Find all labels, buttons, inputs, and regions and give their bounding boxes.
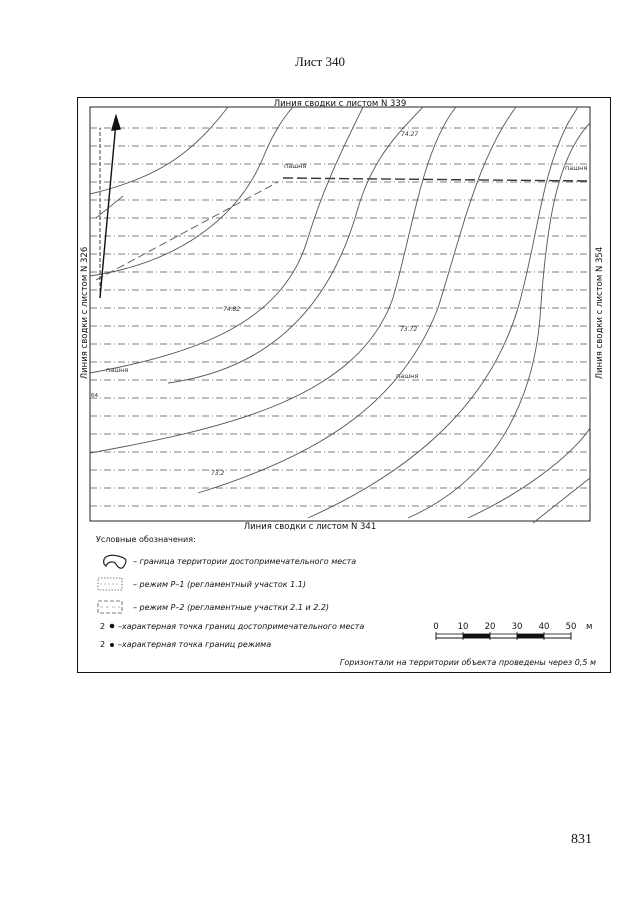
point-dot-icon xyxy=(110,643,114,647)
land-label: пашня xyxy=(284,162,307,170)
scale-tick-label: 30 xyxy=(511,622,523,632)
map-svg xyxy=(78,98,609,671)
scale-tick-label: 40 xyxy=(538,622,550,632)
elevation-label: 74.27 xyxy=(401,131,419,138)
legend-title: Условные обозначения: xyxy=(96,535,196,544)
elevation-label: 73.72 xyxy=(400,326,418,333)
scale-bar xyxy=(433,622,592,640)
legend-point-number: 2 xyxy=(100,640,106,649)
map-frame xyxy=(77,97,611,673)
elevation-label: 74.82 xyxy=(223,306,241,313)
edge-label-left: Линия сводки с листом N 326 xyxy=(80,246,90,380)
boundary-line-diagonal xyxy=(96,182,278,280)
scale-tick-label: 0 xyxy=(433,622,439,632)
point-dot-icon xyxy=(110,624,115,629)
map-area-border xyxy=(90,107,590,521)
legend-point-number: 2 xyxy=(100,622,106,631)
legend-item-text: – граница территории достопримечательного места xyxy=(133,557,357,566)
page-number: 831 xyxy=(571,832,592,847)
edge-label-top: Линия сводки с листом N 339 xyxy=(273,99,407,109)
land-label: пашня xyxy=(396,372,419,380)
contour-lines xyxy=(90,107,590,523)
scale-tick-label: 10 xyxy=(457,622,469,632)
point-mark-label: 64 xyxy=(91,393,98,399)
edge-label-bottom: Линия сводки с листом N 341 xyxy=(243,522,377,532)
legend-item-text: –характерная точка границ режима xyxy=(118,640,272,649)
legend-item-text: –характерная точка границ достопримечательного места xyxy=(118,622,365,631)
legend-item-text: – режим Р–1 (регламентный участок 1.1) xyxy=(133,580,306,589)
land-label: пашня xyxy=(106,366,129,374)
elevation-label: 73.2 xyxy=(211,470,225,477)
land-label: пашня xyxy=(565,164,588,172)
edge-label-right: Линия сводки с листом N 354 xyxy=(595,246,605,380)
legend-item-text: – режим Р–2 (регламентные участки 2.1 и 2.2) xyxy=(133,603,330,612)
sheet-title: Лист 340 xyxy=(295,54,345,69)
scale-unit: м xyxy=(586,622,593,632)
contour-note: Горизонтали на территории объекта проведены через 0,5 м xyxy=(339,658,596,667)
boundary-outline-icon xyxy=(104,555,126,568)
scale-tick-label: 50 xyxy=(565,622,577,632)
scale-tick-label: 20 xyxy=(484,622,496,632)
